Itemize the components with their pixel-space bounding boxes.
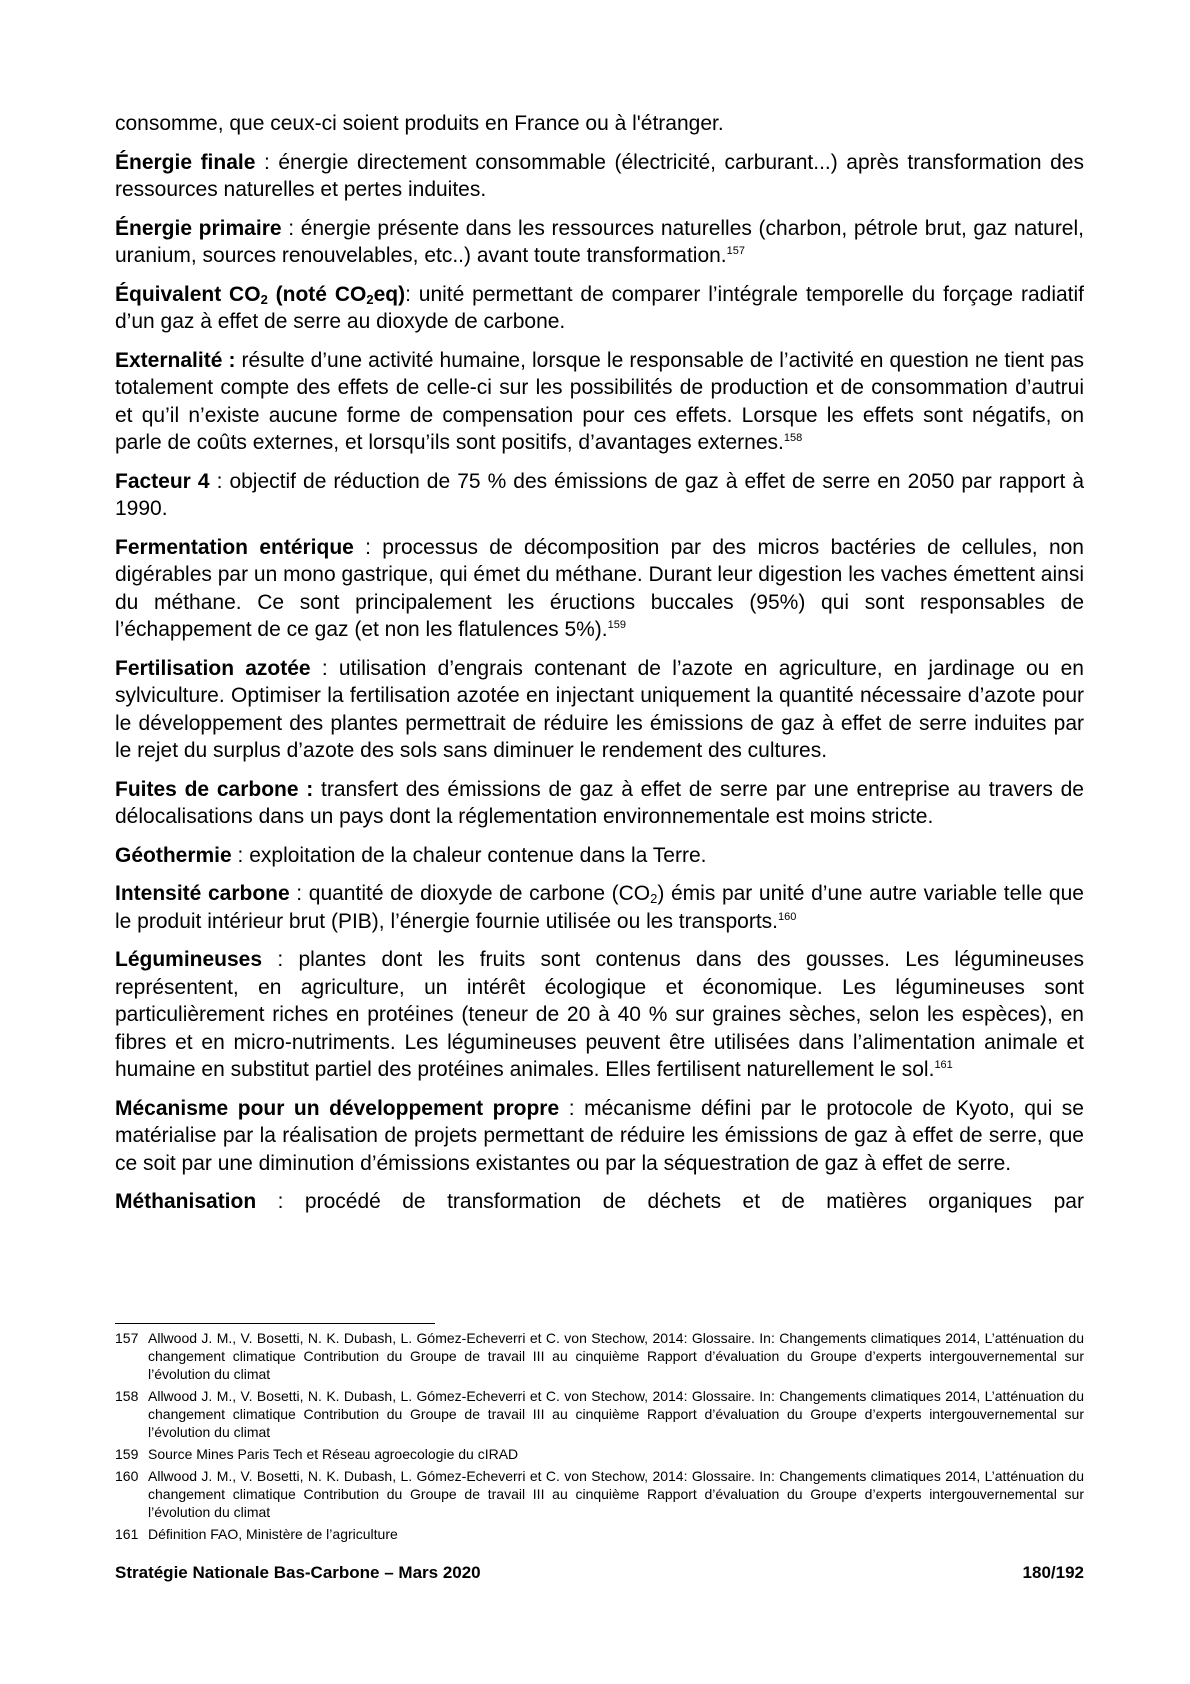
entry-separator: : [559, 1096, 585, 1120]
footnote-number: 161 [115, 1526, 139, 1542]
glossary-entry-fuites-de-carbone [115, 776, 1084, 831]
glossary-entry-externalite [115, 347, 1084, 457]
glossary-entry-equivalent-co2 [115, 281, 1084, 336]
footnote-160 [115, 1467, 1084, 1521]
entry-text: énergie présente dans les ressources naturelles (charbon, pétrole brut, gaz naturel, uranium, sources renouvelables, etc..) avant toute transformation. [115, 216, 1084, 267]
glossary-entry-geothermie [115, 842, 1084, 870]
entry-term: Énergie finale [115, 150, 256, 174]
footnote-158 [115, 1387, 1084, 1441]
term-part: Équivalent CO [115, 282, 261, 306]
footnote-ref[interactable]: 157 [726, 245, 746, 257]
entry-text: unité permettant de comparer l’intégrale temporelle du forçage radiatif d’un gaz à effet de serre au dioxyde de carbone. [115, 282, 1085, 333]
footnote-157 [115, 1329, 1084, 1383]
glossary-entry-energie-finale [115, 149, 1084, 204]
entry-term: Méthanisation [115, 1190, 257, 1213]
entry-term: Fermentation entérique [115, 535, 354, 559]
entry-term [115, 283, 405, 306]
entry-separator: : [281, 216, 301, 240]
entry-term: Fertilisation azotée [115, 656, 311, 680]
entry-term: Mécanisme pour un développement propre [115, 1096, 560, 1120]
footnote-separator [115, 1323, 435, 1324]
entry-term: Intensité carbone [115, 882, 290, 905]
glossary-entry-legumineuses [115, 946, 1084, 1084]
footnote-number: 160 [115, 1468, 139, 1484]
footnote-text: Définition FAO, Ministère de l’agriculture [148, 1526, 398, 1542]
footnote-number: 158 [115, 1388, 139, 1404]
term-subscript: 2 [260, 291, 268, 307]
glossary-entry-fertilisation-azotee [115, 655, 1084, 765]
term-subscript: 2 [366, 291, 374, 307]
entry-term: Géothermie [115, 843, 232, 867]
glossary-entry-facteur-4 [115, 468, 1084, 523]
entry-text: transfert des émissions de gaz à effet de serre par une entreprise au travers de délocalisations dans un pays dont la réglementation environnementale est moins stricte. [115, 777, 1084, 828]
entry-separator: : [310, 656, 339, 680]
entry-separator: : [231, 843, 250, 867]
footnote-text: Allwood J. M., V. Bosetti, N. K. Dubash, L. Gómez-Echeverri et C. von Stechow, 2014: Glossaire. In: Changements climatiques 2014, L’atténuation du changement climatique Contribution du Groupe de travail III au cinquième Rapport d’évaluation du Groupe d’experts intergouvernemental sur l’évolution du climat [148, 1330, 1084, 1382]
footnote-ref[interactable]: 161 [934, 1059, 953, 1071]
footnote-ref[interactable]: 159 [607, 619, 626, 631]
footnote-ref[interactable]: 158 [783, 432, 803, 444]
page-number: 180/192 [1022, 1563, 1084, 1582]
footnote-text: Source Mines Paris Tech et Réseau agroecologie du cIRAD [148, 1446, 519, 1462]
entry-text: énergie directement consommable (électricité, carburant...) après transformation des ressources naturelles et pertes induites. [115, 150, 1084, 201]
footnote-text: Allwood J. M., V. Bosetti, N. K. Dubash, L. Gómez-Echeverri et C. von Stechow, 2014: Glossaire. In: Changements climatiques 2014, L’atténuation du changement climatique Contribution du Groupe de travail III au cinquième Rapport d’évaluation du Groupe d’experts intergouvernemental sur l’évolution du climat [148, 1388, 1084, 1440]
page-footer [115, 1563, 1084, 1583]
entry-separator: : [262, 948, 299, 971]
entry-separator: : [256, 1190, 305, 1213]
text-part: ) émis par unité d’une autre variable telle que le produit intérieur brut (PIB), l’énergie fournie utilisée ou les transports. [115, 882, 1084, 933]
entry-term: Externalité : [115, 348, 236, 372]
footnotes [115, 1329, 1084, 1547]
footnote-number: 157 [115, 1330, 139, 1346]
entry-text: consomme, que ceux-ci soient produits en France ou à l'étranger. [115, 112, 724, 135]
glossary-entry-methanisation [115, 1188, 1084, 1216]
entry-term: Énergie primaire [115, 216, 282, 240]
footnote-ref[interactable]: 160 [778, 910, 797, 923]
entry-separator: : [209, 469, 230, 493]
entry-text: processus de décomposition par des micros bactéries de cellules, non digérables par un mono gastrique, qui émet du méthane. Durant leur digestion les vaches émettent ainsi du méthane. Ce sont principalement les éructions buccales (95%) qui sont responsables de l’échappement de ce gaz (et non les flatulences 5%). [115, 535, 1084, 641]
glossary-entry-energie-primaire [115, 215, 1084, 270]
glossary-entry-intensite-carbone [115, 880, 1084, 935]
entry-separator: : [255, 150, 279, 174]
entry-separator: : [353, 535, 383, 559]
entry-separator: : [289, 882, 309, 905]
entry-separator: : [405, 282, 419, 306]
entry-text: mécanisme défini par le protocole de Kyoto, qui se matérialise par la réalisation de projets permettant de réduire les émissions de gaz à effet de serre, que ce soit par une diminution d’émissions existantes ou par la séquestration de gaz à effet de serre. [115, 1096, 1084, 1175]
glossary-entry-mecanisme-developpement-propre [115, 1095, 1084, 1178]
entry-term: Facteur 4 [115, 469, 210, 493]
document-title: Stratégie Nationale Bas-Carbone – Mars 2020 [115, 1563, 481, 1582]
footnote-text: Allwood J. M., V. Bosetti, N. K. Dubash, L. Gómez-Echeverri et C. von Stechow, 2014: Glossaire. In: Changements climatiques 2014, L’atténuation du changement climatique Contribution du Groupe de travail III au cinquième Rapport d’évaluation du Groupe d’experts intergouvernemental sur l’évolution du climat [148, 1468, 1084, 1520]
text-subscript: 2 [650, 891, 658, 906]
term-part: (noté CO [267, 282, 367, 306]
glossary-entry-fermentation-enterique [115, 534, 1084, 644]
glossary-entry-continuation [115, 110, 1084, 138]
entry-text: objectif de réduction de 75 % des émissions de gaz à effet de serre en 2050 par rapport à 1990. [115, 469, 1084, 520]
entry-text: plantes dont les fruits sont contenus dans des gousses. Les légumineuses représentent, en agriculture, un intérêt écologique et économique. Les légumineuses sont particulièrement riches en protéines (teneur de 20 à 40 % sur graines sèches, selon les espèces), en fibres et en micro-nutriments. Les légumineuses peuvent être utilisées dans l’alimentation animale et humaine en substitut partiel des protéines animales. Elles fertilisent naturellement le sol. [115, 948, 1084, 1081]
entry-separator [313, 778, 321, 801]
entry-term: Fuites de carbone : [115, 777, 314, 801]
term-part: eq) [373, 282, 406, 306]
entry-text: utilisation d’engrais contenant de l’azote en agriculture, en jardinage ou en sylviculture. Optimiser la fertilisation azotée en injectant uniquement la quantité nécessaire d’azote pour le développement des plantes permettrait de réduire les émissions de gaz à effet de serre induites par le rejet du surplus d’azote des sols sans diminuer le rendement des cultures. [115, 656, 1084, 762]
entry-text: exploitation de la chaleur contenue dans la Terre. [249, 843, 707, 867]
footnote-number: 159 [115, 1446, 139, 1462]
footnote-159 [115, 1445, 1084, 1463]
entry-text: procédé de transformation de déchets et de matières organiques par [304, 1190, 1084, 1213]
glossary-body [115, 110, 1084, 1216]
footnote-161 [115, 1525, 1084, 1543]
entry-text: résulte d’une activité humaine, lorsque le responsable de l’activité en question ne tient pas totalement compte des effets de celle-ci sur les possibilités de production et de consommation d’autrui et qu’il n’existe aucune forme de compensation pour ces effets. Lorsque les effets sont négatifs, on parle de coûts externes, et lorsqu’ils sont positifs, d’avantages externes. [115, 348, 1084, 454]
entry-term: Légumineuses [115, 948, 263, 971]
text-part: quantité de dioxyde de carbone (CO [308, 882, 651, 905]
